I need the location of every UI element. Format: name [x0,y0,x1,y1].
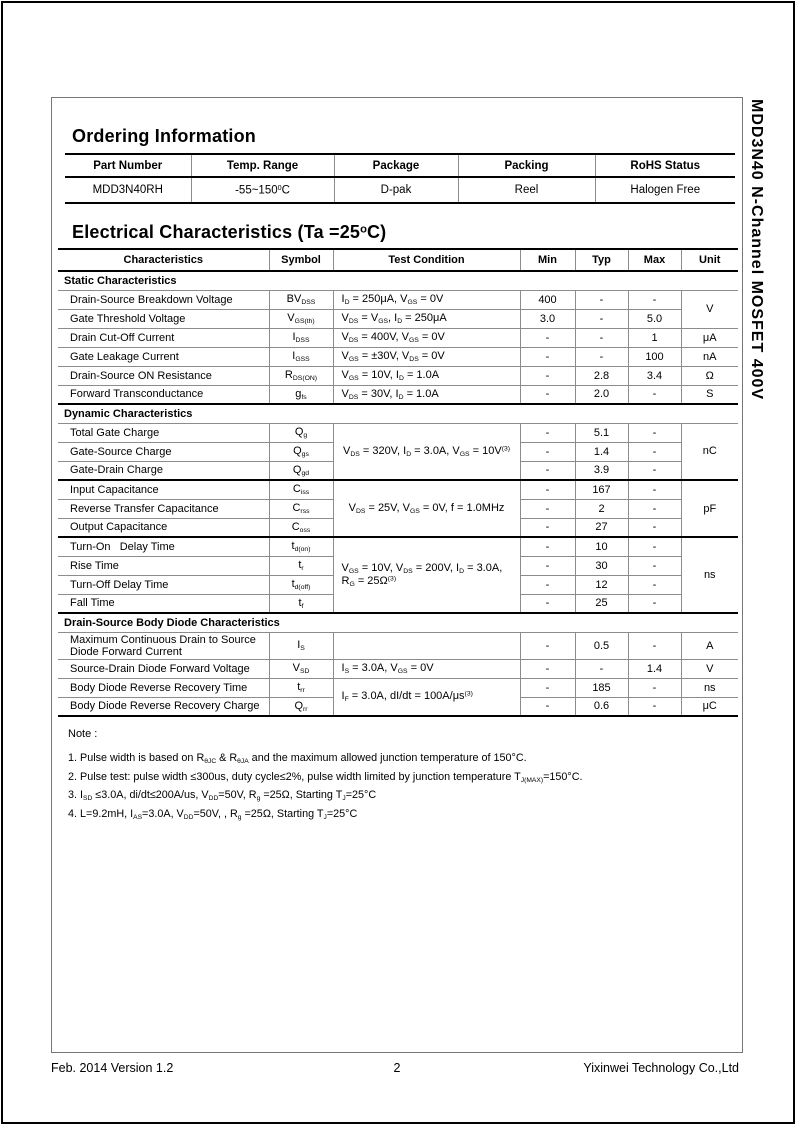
cell-part-number: MDD3N40RH [65,177,191,203]
cell-symbol: $BV_{DSS}$ [269,290,333,309]
cell-max: - [628,678,681,697]
cell-packing: Reel [458,177,595,203]
header-temp-range: Temp. Range [191,154,334,177]
table-row [58,290,738,309]
cell-typ: 25 [575,594,628,613]
cell-symbol: $t_{rr}$ [269,678,333,697]
cell-symbol: $Q_g$ [269,423,333,442]
cell-max: - [628,461,681,480]
cell-characteristic: Gate Threshold Voltage [58,309,269,328]
table-row [58,366,738,385]
header-typ: Typ [575,249,628,271]
table-row [58,537,738,556]
cell-characteristic: Body Diode Reverse Recovery Time [58,678,269,697]
header-rohs-status: RoHS Status [595,154,735,177]
cell-characteristic: Gate-Source Charge [58,442,269,461]
cell-min: - [520,678,575,697]
cell-characteristic: Fall Time [58,594,269,613]
cell-typ: 1.4 [575,442,628,461]
section-title: Dynamic Characteristics [58,404,738,423]
cell-characteristic: Gate-Drain Charge [58,461,269,480]
cell-symbol: $t_f$ [269,594,333,613]
cell-min: - [520,328,575,347]
cell-typ: 30 [575,556,628,575]
cell-max: 100 [628,347,681,366]
cell-typ: 185 [575,678,628,697]
cell-characteristic: Body Diode Reverse Recovery Charge [58,697,269,716]
table-row [58,347,738,366]
cell-characteristic: Drain Cut-Off Current [58,328,269,347]
cell-typ: 27 [575,518,628,537]
electrical-characteristics-table [58,248,738,717]
cell-characteristic: Forward Transconductance [58,385,269,404]
cell-unit: μC [681,697,738,716]
cell-test-condition: $V_{DS} = 25V$, $V_{GS} = 0V$, f = 1.0MHz [333,480,520,537]
cell-min: - [520,385,575,404]
cell-max: - [628,575,681,594]
notes-block [68,728,742,826]
table-header-row [58,249,738,271]
cell-unit: μA [681,328,738,347]
content-frame [51,97,743,1053]
cell-characteristic: Source-Drain Diode Forward Voltage [58,659,269,678]
cell-symbol: $R_{DS(ON)}$ [269,366,333,385]
table-row [58,309,738,328]
cell-characteristic: Maximum Continuous Drain to Source Diode Forward Current [58,632,269,659]
cell-test-condition: $V_{DS} = 320V$, $I_D = 3.0A$, $V_{GS} = 10V^{(3)}$ [333,423,520,480]
header-characteristics: Characteristics [58,249,269,271]
cell-unit: nA [681,347,738,366]
cell-symbol: $I_{DSS}$ [269,328,333,347]
side-title: MDD3N40 N-Channel MOSFET 400V [748,99,765,401]
cell-min: - [520,518,575,537]
table-row [65,177,735,203]
table-row [58,678,738,697]
cell-characteristic: Turn-Off Delay Time [58,575,269,594]
cell-symbol: $C_{iss}$ [269,480,333,499]
cell-max: 1.4 [628,659,681,678]
cell-symbol: $t_{d(on)}$ [269,537,333,556]
table-row [58,423,738,442]
cell-min: - [520,537,575,556]
cell-symbol: $t_r$ [269,556,333,575]
cell-unit: nC [681,423,738,480]
cell-typ: 3.9 [575,461,628,480]
header-packing: Packing [458,154,595,177]
page-footer [51,1061,743,1079]
section-title: Static Characteristics [58,271,738,290]
cell-rohs-status: Halogen Free [595,177,735,203]
cell-typ: 2 [575,499,628,518]
cell-max: - [628,537,681,556]
cell-min: - [520,575,575,594]
footer-version: Feb. 2014 Version 1.2 [51,1061,174,1075]
cell-max: 5.0 [628,309,681,328]
cell-min: - [520,594,575,613]
note-item: 2. Pulse test: pulse width ≤300us, duty cycle≤2%, pulse width limited by junction temperature $T_{J(MAX)}=150^\circ C$. [68,770,583,784]
cell-symbol: $I_S$ [269,632,333,659]
cell-test-condition: $I_D = 250\mu A$, $V_{GS} = 0V$ [333,290,520,309]
header-unit: Unit [681,249,738,271]
cell-characteristic: Reverse Transfer Capacitance [58,499,269,518]
cell-min: - [520,659,575,678]
section-row-static [58,271,738,290]
cell-test-condition: $V_{GS} = 10V$, $I_D = 1.0A$ [333,366,520,385]
cell-test-condition: $V_{GS} = \pm 30V$, $V_{DS} = 0V$ [333,347,520,366]
table-row [58,328,738,347]
cell-test-condition: $V_{DS} = 400V$, $V_{GS} = 0V$ [333,328,520,347]
cell-characteristic: Total Gate Charge [58,423,269,442]
cell-package: D-pak [334,177,458,203]
cell-min: - [520,461,575,480]
cell-symbol: $C_{rss}$ [269,499,333,518]
cell-symbol: $t_{d(off)}$ [269,575,333,594]
cell-symbol: $g_{fs}$ [269,385,333,404]
section-row-dynamic [58,404,738,423]
footer-page-number: 2 [393,1061,401,1075]
cell-max: - [628,480,681,499]
cell-characteristic: Output Capacitance [58,518,269,537]
cell-typ: 2.0 [575,385,628,404]
cell-max: - [628,442,681,461]
cell-characteristic: Rise Time [58,556,269,575]
cell-unit: V [681,290,738,328]
cell-symbol: $Q_{gs}$ [269,442,333,461]
cell-min: - [520,366,575,385]
cell-max: 1 [628,328,681,347]
table-row [58,480,738,499]
cell-min: - [520,423,575,442]
cell-characteristic: Drain-Source Breakdown Voltage [58,290,269,309]
cell-min: 3.0 [520,309,575,328]
ordering-information-table [65,153,735,204]
cell-test-condition: $V_{GS} = 10V$, $V_{DS} = 200V$, $I_D = 3.0A$, $R_G = 25\Omega^{(3)}$ [333,537,520,613]
cell-symbol: $I_{GSS}$ [269,347,333,366]
cell-min: - [520,347,575,366]
cell-typ: - [575,328,628,347]
cell-temp-range: $-55\sim 150^0C$ [191,177,334,203]
cell-typ: 0.6 [575,697,628,716]
table-row [58,632,738,659]
note-item: 4. L=9.2mH, $I_{AS}=3.0A$, $V_{DD}=50V$, , $R_g =25\Omega$, Starting $T_J=25^\circ C$ [68,807,358,822]
cell-unit: V [681,659,738,678]
cell-typ: - [575,659,628,678]
cell-typ: 10 [575,537,628,556]
cell-typ: 5.1 [575,423,628,442]
header-max: Max [628,249,681,271]
cell-min: - [520,442,575,461]
cell-symbol: $V_{GS(th)}$ [269,309,333,328]
section-title: Drain-Source Body Diode Characteristics [58,613,738,632]
cell-symbol: $C_{oss}$ [269,518,333,537]
footer-company: Yixinwei Technology Co.,Ltd [583,1061,739,1075]
cell-characteristic: Gate Leakage Current [58,347,269,366]
cell-min: - [520,499,575,518]
cell-min: - [520,556,575,575]
cell-unit: Ω [681,366,738,385]
cell-max: - [628,518,681,537]
note-item: 3. $I_{SD} \le 3.0A$, di/dt≤200A/us, $V_{DD}=50V$, $R_g =25\Omega$, Starting $T_J=25^\circ C$ [68,789,377,803]
cell-min: 400 [520,290,575,309]
cell-max: - [628,385,681,404]
cell-test-condition: $I_F = 3.0A$, $dI/dt = 100A/\mu s^{(3)}$ [333,678,520,716]
cell-min: - [520,480,575,499]
cell-typ: 167 [575,480,628,499]
cell-unit: ns [681,678,738,697]
cell-unit: S [681,385,738,404]
cell-characteristic: Input Capacitance [58,480,269,499]
cell-max: - [628,632,681,659]
cell-characteristic: Turn-On Delay Time [58,537,269,556]
cell-typ: 2.8 [575,366,628,385]
cell-max: - [628,290,681,309]
cell-typ: - [575,290,628,309]
table-row [58,659,738,678]
note-label: Note : [68,728,98,740]
header-test-condition: Test Condition [333,249,520,271]
cell-test-condition: $I_S = 3.0A$, $V_{GS} = 0V$ [333,659,520,678]
cell-typ: 0.5 [575,632,628,659]
cell-unit: A [681,632,738,659]
header-package: Package [334,154,458,177]
cell-unit: pF [681,480,738,537]
note-item: 1. Pulse width is based on $R_{\theta JC}$ & $R_{\theta JA}$ and the maximum allowed junction temperature of 150°C. [68,752,527,766]
cell-test-condition: $V_{DS} = 30V$, $I_D = 1.0A$ [333,385,520,404]
cell-min: - [520,697,575,716]
cell-min: - [520,632,575,659]
cell-test-condition [333,632,520,659]
cell-typ: - [575,347,628,366]
cell-max: - [628,697,681,716]
header-min: Min [520,249,575,271]
cell-max: - [628,556,681,575]
table-row [58,385,738,404]
cell-max: - [628,423,681,442]
cell-symbol: $Q_{rr}$ [269,697,333,716]
section-row-body-diode [58,613,738,632]
cell-max: - [628,499,681,518]
header-symbol: Symbol [269,249,333,271]
cell-max: - [628,594,681,613]
cell-test-condition: $V_{DS} = V_{GS}$, $I_D = 250\mu A$ [333,309,520,328]
ordering-information-heading: Ordering Information [72,126,256,146]
cell-characteristic: Drain-Source ON Resistance [58,366,269,385]
table-header-row [65,154,735,177]
header-part-number: Part Number [65,154,191,177]
cell-unit: ns [681,537,738,613]
cell-symbol: $V_{SD}$ [269,659,333,678]
cell-max: 3.4 [628,366,681,385]
cell-symbol: $Q_{gd}$ [269,461,333,480]
cell-typ: - [575,309,628,328]
electrical-characteristics-heading: Electrical Characteristics $(Ta =25^oC)$ [72,222,387,242]
cell-typ: 12 [575,575,628,594]
